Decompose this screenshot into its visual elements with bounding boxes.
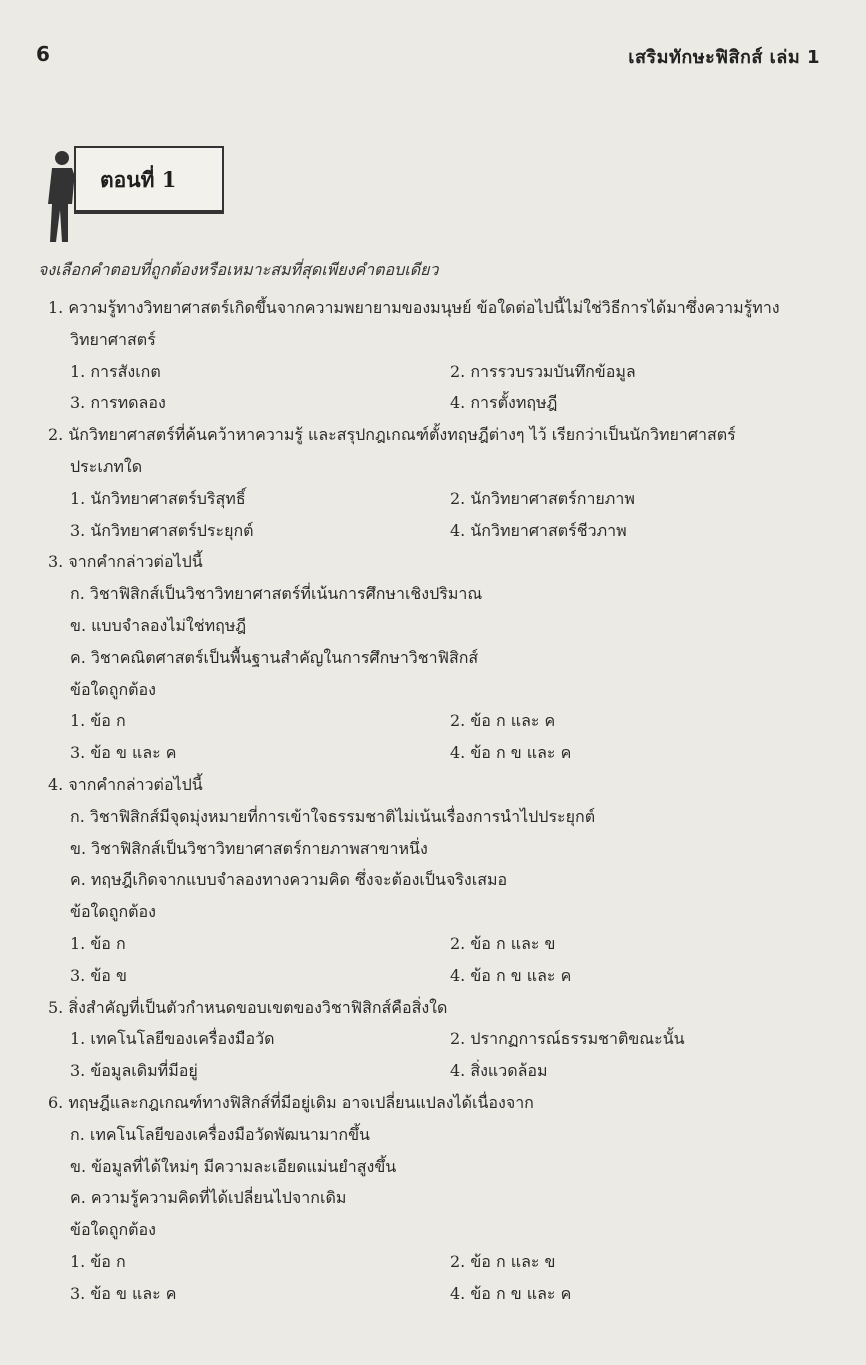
- question-stem: ประเภทใด: [70, 457, 143, 476]
- answer-choice: 3. ข้อ ข และ ค: [70, 1283, 177, 1303]
- question-statement: ค. ทฤษฎีเกิดจากแบบจำลองทางความคิด ซึ่งจะต้องเป็นจริงเสมอ: [70, 870, 508, 890]
- question-statement: ค. ความรู้ความคิดที่ได้เปลี่ยนไปจากเดิม: [70, 1188, 347, 1208]
- answer-choice: 3. ข้อ ข และ ค: [70, 743, 177, 763]
- question-statement: ก. วิชาฟิสิกส์มีจุดมุ่งหมายที่การเข้าใจธรรมชาติไม่เน้นเรื่องการนำไปประยุกต์: [70, 806, 596, 826]
- answer-choice: 4. นักวิทยาศาสตร์ชีวภาพ: [450, 520, 627, 540]
- question-statement: ข. แบบจำลองไม่ใช่ทฤษฎี: [70, 616, 247, 635]
- answer-choice: 4. สิ่งแวดล้อม: [450, 1061, 548, 1081]
- answer-choice: 2. ปรากฏการณ์ธรรมชาติขณะนั้น: [450, 1029, 685, 1049]
- answer-choice: 4. ข้อ ก ข และ ค: [450, 743, 572, 763]
- answer-choice: 3. ข้อมูลเดิมที่มีอยู่: [70, 1061, 198, 1081]
- answer-choice: 2. ข้อ ก และ ข: [450, 934, 556, 953]
- section-title: ตอนที่ 1: [100, 167, 177, 192]
- book-title: เสริมทักษะฟิสิกส์ เล่ม 1: [628, 47, 820, 68]
- answer-choice: 1. เทคโนโลยีของเครื่องมือวัด: [70, 1029, 275, 1049]
- question-stem: 1. ความรู้ทางวิทยาศาสตร์เกิดขึ้นจากความพยายามของมนุษย์ ข้อใดต่อไปนี้ไม่ใช่วิธีการได้มาซึ่งความรู้ทาง: [48, 298, 780, 317]
- question-statement: ค. วิชาคณิตศาสตร์เป็นพื้นฐานสำคัญในการศึกษาวิชาฟิสิกส์: [70, 647, 479, 667]
- answer-choice: 2. การรวบรวมบันทึกข้อมูล: [450, 361, 636, 381]
- answer-choice: 2. ข้อ ก และ ค: [450, 711, 556, 731]
- question-statement: ข. วิชาฟิสิกส์เป็นวิชาวิทยาศาสตร์กายภาพสาขาหนึ่ง: [70, 838, 428, 858]
- question-statement: ก. เทคโนโลยีของเครื่องมือวัดพัฒนามากขึ้น: [70, 1124, 370, 1144]
- blackboard-ledge: [74, 210, 224, 214]
- question-statement: ข. ข้อมูลที่ได้ใหม่ๆ มีความละเอียดแม่นยำสูงขึ้น: [70, 1156, 397, 1176]
- page-number: 6: [36, 42, 50, 66]
- answer-choice: 1. ข้อ ก: [70, 1252, 126, 1271]
- answer-choice: 3. การทดลอง: [70, 393, 166, 413]
- question-stem: 2. นักวิทยาศาสตร์ที่ค้นคว้าหาความรู้ และสรุปกฎเกณฑ์ตั้งทฤษฎีต่างๆ ไว้ เรียกว่าเป็นนักวิทยาศาสตร์: [48, 425, 736, 445]
- answer-choice: 1. การสังเกต: [70, 361, 161, 381]
- section-badge: [38, 140, 228, 240]
- question-statement: ก. วิชาฟิสิกส์เป็นวิชาวิทยาศาสตร์ที่เน้นการศึกษาเชิงปริมาณ: [70, 584, 483, 604]
- question-prompt: ข้อใดถูกต้อง: [70, 1220, 156, 1240]
- question-stem: 3. จากคำกล่าวต่อไปนี้: [48, 552, 203, 572]
- question-stem: 4. จากคำกล่าวต่อไปนี้: [48, 775, 203, 794]
- answer-choice: 4. ข้อ ก ข และ ค: [450, 1283, 572, 1303]
- question-prompt: ข้อใดถูกต้อง: [70, 902, 156, 922]
- answer-choice: 4. ข้อ ก ข และ ค: [450, 965, 572, 985]
- question-stem: วิทยาศาสตร์: [70, 329, 156, 349]
- answer-choice: 2. ข้อ ก และ ข: [450, 1252, 556, 1271]
- instruction-text: จงเลือกคำตอบที่ถูกต้องหรือเหมาะสมที่สุดเพียงคำตอบเดียว: [38, 260, 439, 279]
- answer-choice: 1. ข้อ ก: [70, 711, 126, 731]
- answer-choice: 1. นักวิทยาศาสตร์บริสุทธิ์: [70, 488, 246, 508]
- question-stem: 5. สิ่งสำคัญที่เป็นตัวกำหนดขอบเขตของวิชาฟิสิกส์คือสิ่งใด: [48, 997, 448, 1017]
- question-prompt: ข้อใดถูกต้อง: [70, 679, 156, 699]
- answer-choice: 3. นักวิทยาศาสตร์ประยุกต์: [70, 520, 254, 540]
- question-stem: 6. ทฤษฎีและกฎเกณฑ์ทางฟิสิกส์ที่มีอยู่เดิม อาจเปลี่ยนแปลงได้เนื่องจาก: [48, 1093, 534, 1112]
- answer-choice: 3. ข้อ ข: [70, 965, 127, 985]
- answer-choice: 1. ข้อ ก: [70, 934, 126, 953]
- answer-choice: 2. นักวิทยาศาสตร์กายภาพ: [450, 488, 635, 508]
- answer-choice: 4. การตั้งทฤษฎี: [450, 393, 558, 413]
